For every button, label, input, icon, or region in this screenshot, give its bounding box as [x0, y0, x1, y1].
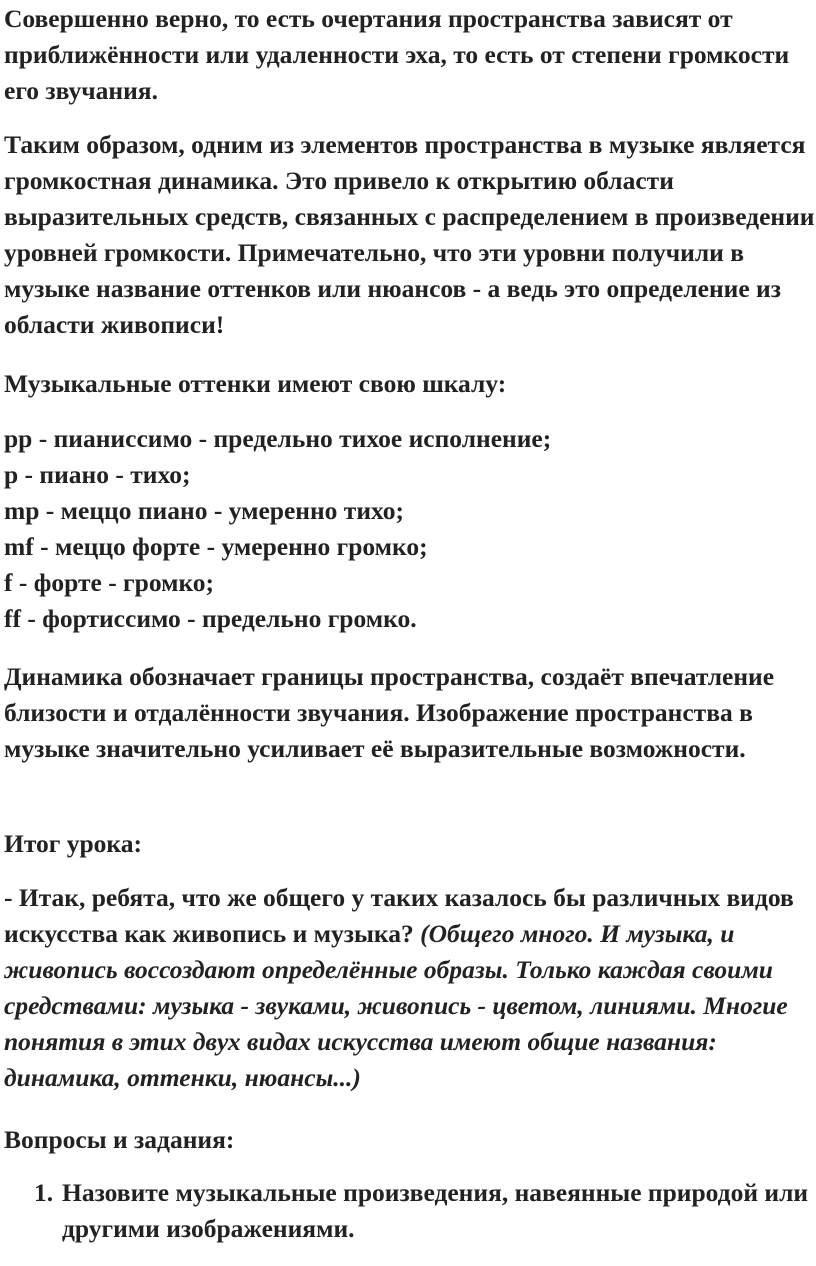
paragraph-echo: Совершенно верно, то есть очертания пространства зависят от приближённости или удаленности эха, то есть от степени громкости его звучания. [4, 4, 790, 105]
scale-item-ff: ff - фортиссимо - предельно громко. [4, 604, 417, 633]
summary-question [4, 880, 814, 1096]
paragraph-scale-intro: Музыкальные оттенки имеют свою шкалу: [4, 369, 507, 398]
list-item-text: Назовите музыкальные произведения, навеянные природой или другими изображениями. [62, 1178, 809, 1243]
scale-item-f: f - форте - громко; [4, 568, 215, 597]
answer-text: (Общего много. И музыка, и живопись воссоздают определённые образы. Только каждая своими средствами: музыка - звуками, живопись - цветом, линиями. Многие понятия в этих двух видах искусства имеют общие названия: динамика, оттенки, нюансы...) [4, 919, 788, 1092]
scale-item-mf: mf - меццо форте - умеренно громко; [4, 532, 428, 561]
dynamics-scale-list [4, 421, 814, 637]
list-item-number: 1. [34, 1178, 54, 1207]
paragraph-space: Динамика обозначает границы пространства, создаёт впечатление близости и отдалённости звучания. Изображение пространства в музыке значительно усиливает её выразительные возможности. [4, 662, 775, 763]
summary-heading: Итог урока: [4, 829, 142, 858]
list-item [4, 1175, 814, 1247]
questions-list [4, 1175, 814, 1247]
scale-item-pp: pp - пианиссимо - предельно тихое исполнение; [4, 424, 552, 453]
paragraph-dynamics: Таким образом, одним из элементов пространства в музыке является громкостная динамика. Это привело к открытию области выразительных средств, связанных с распределением в произведении уровней громкости. Примечательно, что эти уровни получили в музыке название оттенков или нюансов - а ведь это определение из области живописи! [4, 130, 815, 339]
question-text: - Итак, ребята, что же общего у таких казалось бы различных видов искусства как живопись и музыка? [4, 883, 794, 948]
scale-item-mp: mp - меццо пиано - умеренно тихо; [4, 496, 405, 525]
questions-heading: Вопросы и задания: [4, 1125, 235, 1154]
scale-item-p: p - пиано - тихо; [4, 460, 191, 489]
